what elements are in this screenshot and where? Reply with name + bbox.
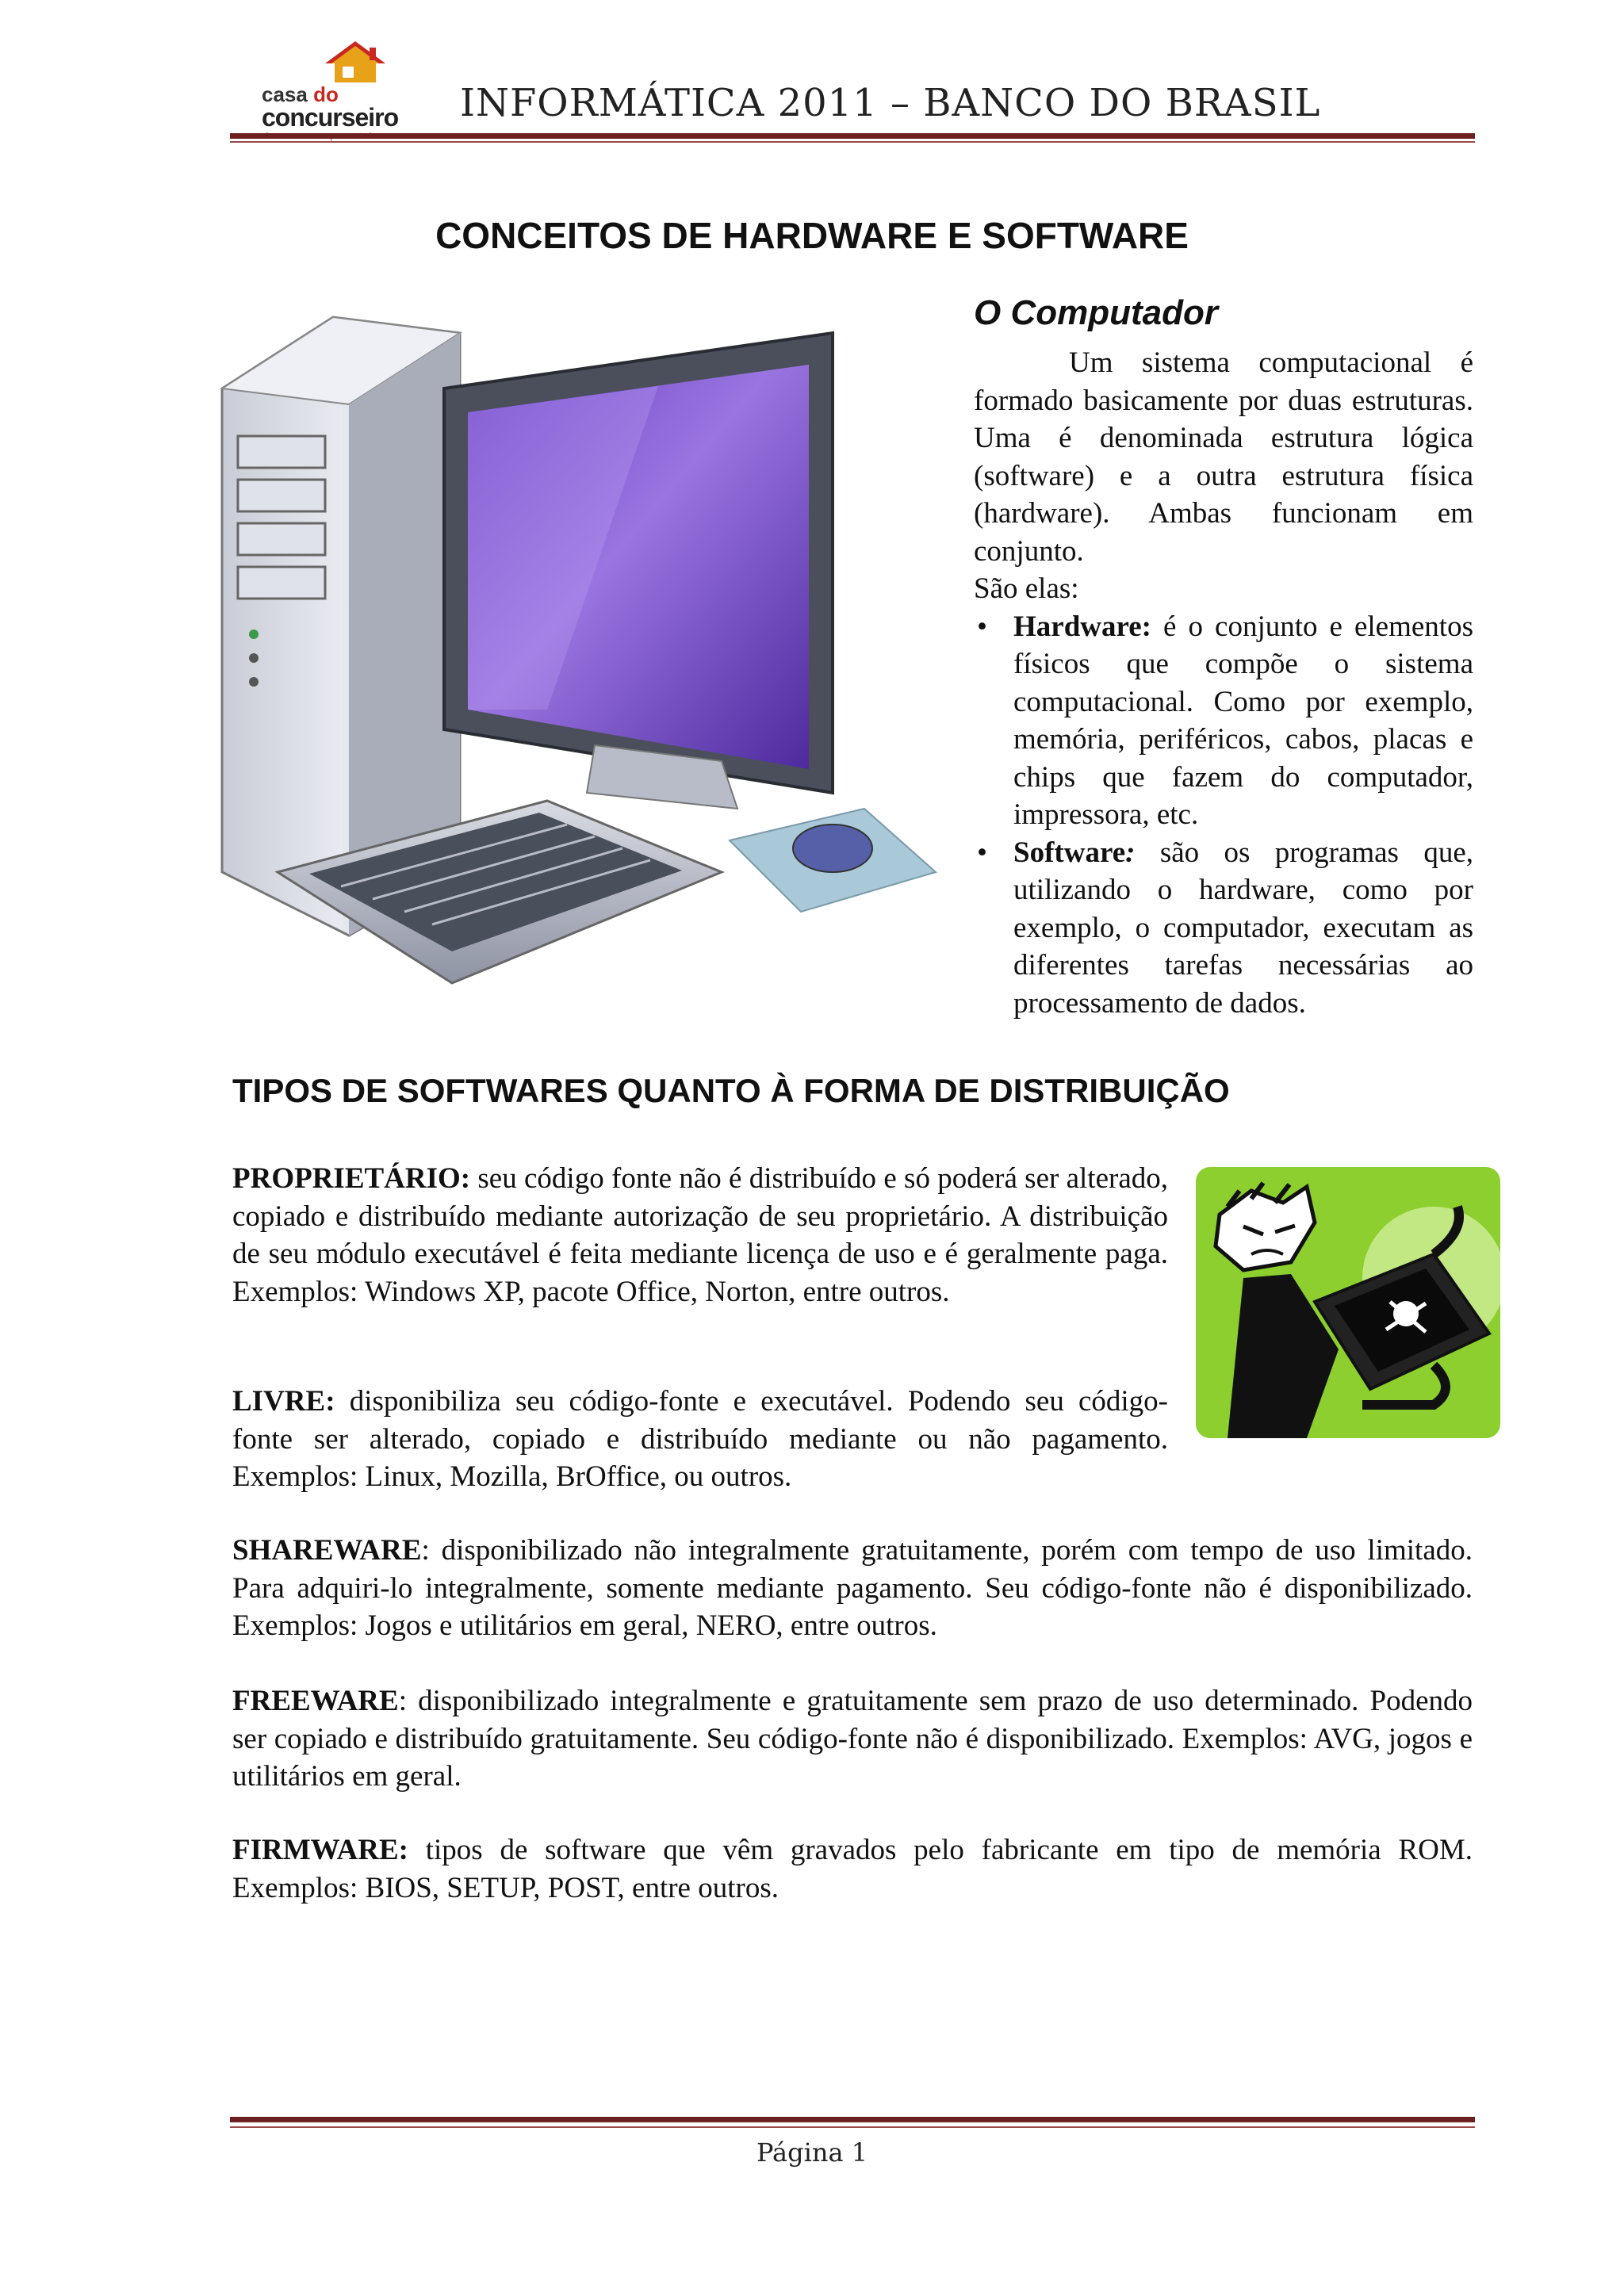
- software-bullet: [974, 834, 1473, 1023]
- computer-description: [974, 293, 1473, 1022]
- footer-rule-thin: [230, 2126, 1475, 2128]
- header-rule-thin: [230, 141, 1475, 143]
- software-label: Software: [1013, 836, 1126, 869]
- firmware-text: tipos de software que vêm gravados pelo fabricante em tipo de memória ROM. Exemplos: BIOS, SETUP, POST, entre outros.: [232, 1834, 1473, 1904]
- shareware-label: SHAREWARE: [232, 1534, 422, 1567]
- sao-elas-label: São elas:: [974, 572, 1079, 605]
- livre-label: LIVRE:: [232, 1385, 335, 1418]
- firmware-label: FIRMWARE:: [232, 1834, 408, 1866]
- freeware-text: : disponibilizado integralmente e gratuitamente sem prazo de uso determinado. Podendo ser copiado e distribuído gratuitamente. Seu código-fonte não é disponibilizado. Exemplos: AVG, jogos e utilitários em geral.: [232, 1685, 1473, 1793]
- logo-casa: casa: [262, 82, 308, 106]
- livre-paragraph: [232, 1383, 1168, 1496]
- header-title: INFORMÁTICA 2011 – BANCO DO BRASIL: [460, 81, 1321, 125]
- livre-text: disponibiliza seu código-fonte e executável. Podendo seu código-fonte ser alterado, copiado e distribuído mediante ou não pagamento. Exemplos: Linux, Mozilla, BrOffice, ou outros.: [232, 1385, 1168, 1493]
- proprietario-paragraph: [232, 1160, 1168, 1311]
- desktop-computer-illustration: [214, 301, 944, 1015]
- page-title: CONCEITOS DE HARDWARE E SOFTWARE: [435, 215, 1189, 256]
- proprietario-text: seu código fonte não é distribuído e só poderá ser alterado, copiado e distribuído mediante autorização de seu proprietário. A distribuição de seu módulo executável é feita mediante licença de uso e é geralmente paga. Exemplos: Windows XP, pacote Office, Norton, entre outros.: [232, 1162, 1168, 1308]
- computer-subtitle: O Computador: [974, 293, 1218, 332]
- firmware-paragraph: [232, 1831, 1473, 1907]
- logo-do: do: [313, 82, 339, 106]
- page-header: [230, 32, 1475, 151]
- shareware-text: : disponibilizado não integralmente gratuitamente, porém com tempo de uso limitado. Para adquiri-lo integralmente, somente mediante pagamento. Seu código-fonte não é disponibilizado. Exemplos: Jogos e utilitários em geral, NERO, entre outros.: [232, 1534, 1473, 1642]
- computer-intro: Um sistema computacional é formado basicamente por duas estruturas. Uma é denominada estrutura lógica (software) e a outra estrutura física (hardware). Ambas funcionam em conjunto.: [974, 346, 1473, 568]
- bullet-dot: •: [977, 610, 987, 643]
- section-title: TIPOS DE SOFTWARES QUANTO À FORMA DE DISTRIBUIÇÃO: [232, 1072, 1230, 1109]
- hardware-text: é o conjunto e elementos físicos que compõe o sistema computacional. Como por exemplo, memória, periféricos, cabos, placas e chips que fazem do computador, impressora, etc.: [1013, 610, 1473, 831]
- hardware-label: Hardware:: [1013, 610, 1151, 643]
- shareware-paragraph: [232, 1532, 1473, 1645]
- logo-concurseiro: concurseiro: [262, 103, 399, 132]
- freeware-label: FREEWARE: [232, 1685, 399, 1717]
- hacker-laptop-illustration: [1196, 1167, 1500, 1438]
- proprietario-label: PROPRIETÁRIO:: [232, 1162, 471, 1195]
- header-rule-thick: [230, 133, 1475, 139]
- house-icon: [262, 40, 420, 87]
- bullet-dot: •: [977, 836, 987, 869]
- hardware-bullet: [974, 608, 1473, 834]
- software-text: são os programas que, utilizando o hardware, como por exemplo, o computador, executam as diferentes tarefas necessárias ao processamento de dados.: [1013, 836, 1473, 1020]
- freeware-paragraph: [232, 1682, 1473, 1796]
- software-colon: :: [1125, 836, 1136, 869]
- page-number: Página 1: [756, 2137, 868, 2168]
- casa-do-concurseiro-logo: [262, 40, 420, 132]
- footer-rule-thick: [230, 2117, 1475, 2122]
